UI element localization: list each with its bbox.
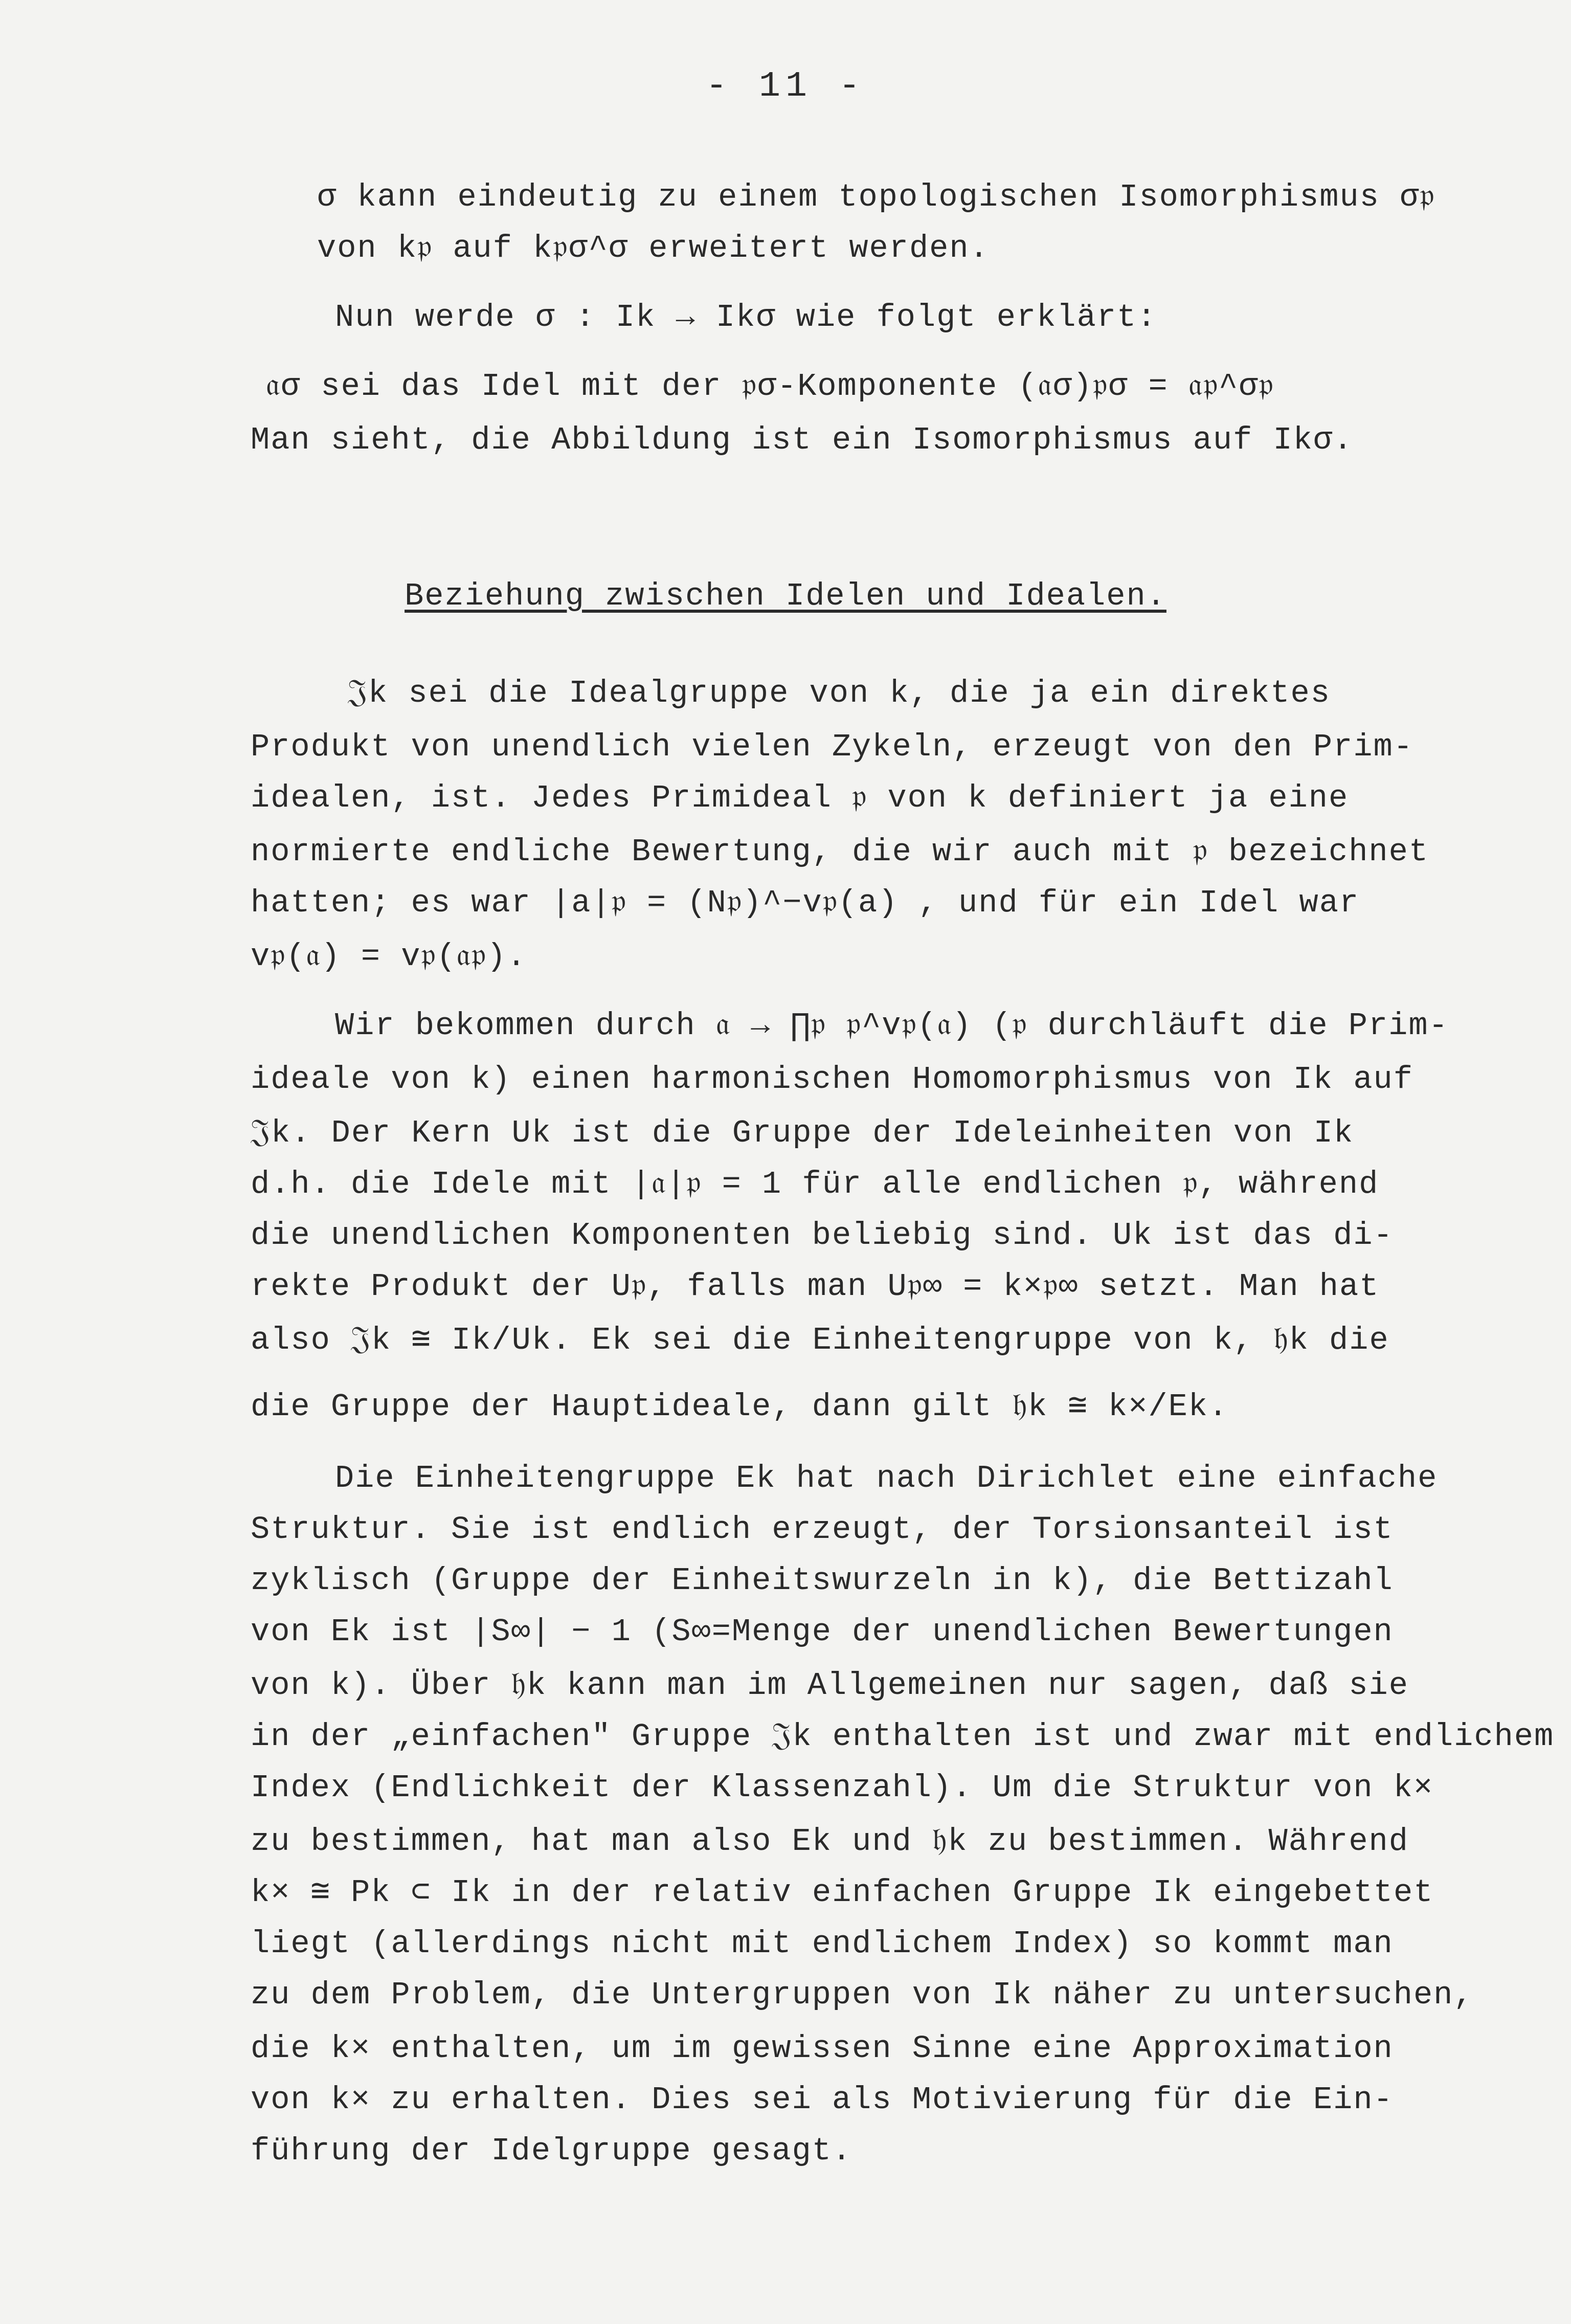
text-line: 𝔍k sei die Idealgruppe von k, die ja ein direktes xyxy=(348,675,1331,711)
text-line: von k𝔭 auf k𝔭σ^σ erweitert werden. xyxy=(317,230,990,266)
text-line: Index (Endlichkeit der Klassenzahl). Um die Struktur von k× xyxy=(251,1770,1434,1806)
page-number: - 11 - xyxy=(705,66,866,107)
text-line: also 𝔍k ≅ Ik/Uk. Ek sei die Einheitengruppe von k, 𝔥k die xyxy=(251,1322,1389,1358)
text-line: zu dem Problem, die Untergruppen von Ik näher zu untersuchen, xyxy=(251,1977,1474,2013)
text-line: zu bestimmen, hat man also Ek und 𝔥k zu bestimmen. Während xyxy=(251,1823,1409,1860)
text-line: rekte Produkt der U𝔭, falls man U𝔭∞ = k×𝔭∞ setzt. Man hat xyxy=(251,1268,1380,1305)
text-line: Struktur. Sie ist endlich erzeugt, der Torsionsanteil ist xyxy=(251,1511,1394,1548)
text-line: v𝔭(𝔞) = v𝔭(𝔞𝔭). xyxy=(251,938,527,975)
text-line: die unendlichen Komponenten beliebig sind. Uk ist das di- xyxy=(251,1217,1394,1254)
text-line: Man sieht, die Abbildung ist ein Isomorphismus auf Ikσ. xyxy=(251,422,1354,458)
text-line: in der „einfachen" Gruppe 𝔍k enthalten ist und zwar mit endlichem xyxy=(251,1718,1555,1755)
text-line: Nun werde σ : Ik → Ikσ wie folgt erklärt: xyxy=(335,299,1157,336)
text-line: führung der Idelgruppe gesagt. xyxy=(251,2133,852,2169)
text-line: 𝔞σ sei das Idel mit der 𝔭σ-Komponente (𝔞σ)𝔭σ = 𝔞𝔭^σ𝔭 xyxy=(266,368,1274,405)
text-line: hatten; es war |a|𝔭 = (N𝔭)^−v𝔭(a) , und für ein Idel war xyxy=(251,885,1360,921)
text-line: idealen, ist. Jedes Primideal 𝔭 von k definiert ja eine xyxy=(251,780,1349,816)
text-line: zyklisch (Gruppe der Einheitswurzeln in k), die Bettizahl xyxy=(251,1562,1394,1599)
text-line: die k× enthalten, um im gewissen Sinne eine Approximation xyxy=(251,2030,1394,2067)
text-line: ideale von k) einen harmonischen Homomorphismus von Ik auf xyxy=(251,1061,1413,1098)
text-line: d.h. die Idele mit |𝔞|𝔭 = 1 für alle endlichen 𝔭, während xyxy=(251,1166,1379,1202)
text-line: die Gruppe der Hauptideale, dann gilt 𝔥k ≅ k×/Ek. xyxy=(251,1389,1229,1425)
text-line: Produkt von unendlich vielen Zykeln, erzeugt von den Prim- xyxy=(251,729,1413,765)
section-heading: Beziehung zwischen Idelen und Idealen. xyxy=(405,578,1166,614)
text-line: normierte endliche Bewertung, die wir auch mit 𝔭 bezeichnet xyxy=(251,834,1429,870)
text-line: σ kann eindeutig zu einem topologischen Isomorphismus σ𝔭 xyxy=(317,179,1435,215)
text-line: 𝔍k. Der Kern Uk ist die Gruppe der Ideleinheiten von Ik xyxy=(251,1115,1354,1151)
text-line: von k). Über 𝔥k kann man im Allgemeinen nur sagen, daß sie xyxy=(251,1667,1409,1704)
text-line: von Ek ist |S∞| − 1 (S∞=Menge der unendlichen Bewertungen xyxy=(251,1614,1394,1650)
text-line: Wir bekommen durch 𝔞 → ∏𝔭 𝔭^v𝔭(𝔞) (𝔭 durchläuft die Prim- xyxy=(335,1008,1449,1044)
text-line: Die Einheitengruppe Ek hat nach Dirichlet eine einfache xyxy=(335,1460,1438,1496)
text-line: von k× zu erhalten. Dies sei als Motivierung für die Ein- xyxy=(251,2082,1394,2118)
text-line: k× ≅ Pk ⊂ Ik in der relativ einfachen Gruppe Ik eingebettet xyxy=(251,1874,1434,1911)
text-line: liegt (allerdings nicht mit endlichem Index) so kommt man xyxy=(251,1926,1394,1962)
